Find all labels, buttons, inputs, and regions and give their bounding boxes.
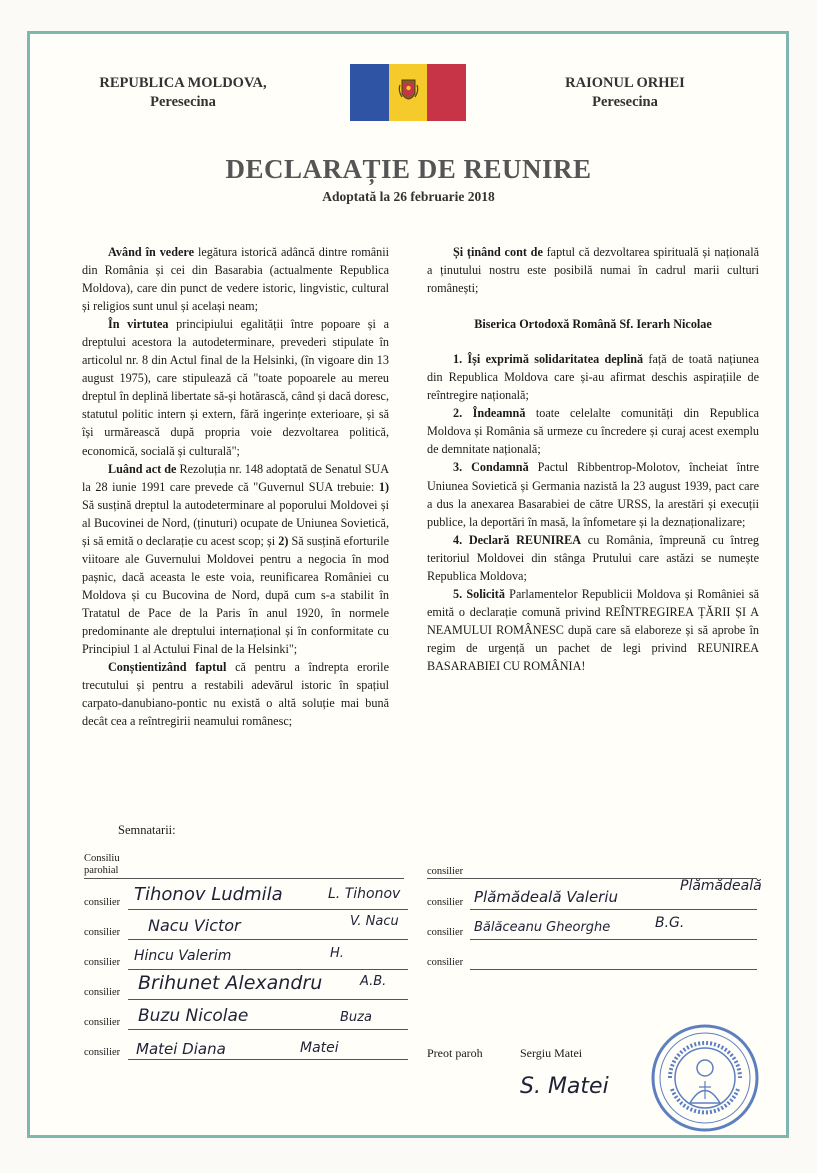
header-right xyxy=(540,74,710,112)
parish-seal-icon xyxy=(650,1023,760,1133)
resolution-item xyxy=(427,531,759,585)
signature-line xyxy=(128,969,408,970)
item-lead: 2. Îndeamnă xyxy=(453,406,526,421)
header-right-locality: Peresecina xyxy=(592,94,658,110)
priest-name: Sergiu Matei xyxy=(520,1046,583,1060)
handwritten-name: Tihonov Ludmila xyxy=(134,884,283,905)
signature-line xyxy=(470,939,757,940)
signature-mark: Matei xyxy=(300,1040,339,1056)
signature-mark: H. xyxy=(330,946,344,961)
flag-blue-stripe xyxy=(350,64,389,121)
row-role: consilier xyxy=(84,957,121,968)
paragraph xyxy=(82,460,389,659)
signature-mark: Buza xyxy=(340,1010,372,1025)
right-column xyxy=(427,243,759,675)
row-role: consilier xyxy=(84,1017,121,1028)
paragraph xyxy=(82,658,389,730)
signature-line xyxy=(84,878,404,879)
resolution-item xyxy=(427,458,759,530)
item-text: Pactul Ribbentrop-Molotov, încheiat între Uniunea Sovietică și Germania nazistă la 23 august 1939, pact care a dus la anexarea Basarabiei de către URSS, la arestări și execuții publice, la deportări în masă, la înfometare și la deznaționalizare; xyxy=(427,460,759,529)
council-label xyxy=(84,853,120,877)
paragraph-lead: Luând act de xyxy=(108,461,177,476)
signature-line xyxy=(128,1059,408,1060)
priest-label: Preot paroh xyxy=(427,1046,483,1060)
row-role: consilier xyxy=(427,957,464,968)
paragraph-lead: În virtutea xyxy=(108,317,169,332)
flag-yellow-stripe xyxy=(389,64,428,121)
header-left-locality: Peresecina xyxy=(150,94,216,110)
item-lead: 4. Declară REUNIREA xyxy=(453,532,582,547)
signature-mark: Plămădeală xyxy=(680,878,762,894)
row-role: consilier xyxy=(84,897,121,908)
paragraph xyxy=(82,243,389,315)
signature-line xyxy=(128,999,408,1000)
paragraph-text: faptul că dezvoltarea spirituală și națională a ținutului nostru este posibilă numai în cadrul marii culturi românești; xyxy=(427,245,759,296)
document-title: DECLARAȚIE DE REUNIRE xyxy=(225,154,592,184)
handwritten-name: Hincu Valerim xyxy=(134,948,232,964)
left-column xyxy=(82,243,389,730)
signature-mark: V. Nacu xyxy=(350,914,399,929)
paragraph-text: principiului egalității între popoare și a dreptului acestora la autodeterminare, prevederi stipulate în articolul nr. 8 din Actul final de la Helsinki, (în vigoare din 13 august 1975), care stipulează că "toate popoarele au mereu dreptul în deplină libertate să-și hotărască, când și dacă doresc, statutul politic intern și extern, fără ingerințe exterioare, și să își urmărească după propria voie dezvoltarea politică, economică, socială și culturală"; xyxy=(82,317,389,458)
paragraph-lead: Conștientizând faptul xyxy=(108,660,227,675)
item-text: toate celelalte comunități din Republica Moldova și România să urmeze cu încredere și curaj acest exemplu de demnitate națională; xyxy=(427,406,760,457)
resolution-item xyxy=(427,585,759,675)
signature-mark: A.B. xyxy=(360,974,387,989)
handwritten-name: Bălăceanu Gheorghe xyxy=(474,920,611,935)
signatories-label: Semnatarii: xyxy=(118,823,176,837)
paragraph-text: Să susțină eforturile viitoare ale Guvernului Moldovei pentru a negocia în mod pașnic, dacă aceasta le este voia, reunificarea României cu Moldova și cu Bucovina de Nord, după cum s-a stabilit în Tratatul de Pace de la Paris în anul 1920, în normele predominante ale dreptului internațional și în conformitate cu Principiul 1 al Actului Final de la Helsinki"; xyxy=(82,533,389,657)
row-role: consilier xyxy=(427,897,464,908)
handwritten-name: Plămădeală Valeriu xyxy=(474,888,619,906)
header-left xyxy=(88,74,278,112)
document-subtitle: Adoptată la 26 februarie 2018 xyxy=(322,189,495,204)
signature-mark: B.G. xyxy=(655,915,685,931)
item-lead: 3. Condamnă xyxy=(453,460,529,475)
item-text: față de toată națiunea din Republica Moldova care și-au afirmat deschis aspirațiile de reîntregire națională; xyxy=(427,352,760,403)
handwritten-name: Buzu Nicolae xyxy=(138,1006,249,1026)
paragraph xyxy=(82,315,389,459)
church-name: Biserica Ortodoxă Română Sf. Ierarh Nicolae xyxy=(474,317,712,332)
council-label-line1: Consiliu xyxy=(84,853,120,864)
signature-mark: L. Tihonov xyxy=(328,886,401,902)
handwritten-name: Brihunet Alexandru xyxy=(138,972,323,994)
handwritten-name: Matei Diana xyxy=(136,1040,226,1058)
paragraph-text: că pentru a îndrepta erorile trecutului și pentru a restabili adevărul istoric în spațiul carpato-danubiano-pontic nu există o altă soluție mai bună decât cea a reîntregirii neamului românesc; xyxy=(82,660,389,729)
coat-of-arms-icon xyxy=(398,77,419,107)
signature-line xyxy=(128,1029,408,1030)
header-right-district: RAIONUL ORHEI xyxy=(565,75,685,91)
item-number: 1) xyxy=(378,479,389,494)
signature-line xyxy=(470,969,757,970)
priest-signature: S. Matei xyxy=(520,1074,609,1099)
signature-line xyxy=(470,909,757,910)
paragraph-text: legătura istorică adâncă dintre românii din România și cei din Basarabia (actualmente Republica Moldova), care din punct de vedere istoric, lingvistic, cultural și religios sunt unul și același neam; xyxy=(82,245,390,314)
paragraph-lead: Având în vedere xyxy=(108,245,194,259)
row-role: consilier xyxy=(84,927,121,938)
resolution-item xyxy=(427,350,759,404)
council-label-line2: parohial xyxy=(84,865,119,876)
row-role: consilier xyxy=(427,927,464,938)
item-number: 2) xyxy=(278,533,289,548)
row-role: consilier xyxy=(84,1047,121,1058)
header-left-country: REPUBLICA MOLDOVA, xyxy=(99,75,267,91)
row-role: consilier xyxy=(84,987,121,998)
paragraph-lead: Și ținând cont de xyxy=(453,245,543,259)
signature-line xyxy=(128,939,408,940)
signature-line xyxy=(128,909,408,910)
paragraph xyxy=(427,243,759,297)
flag-red-stripe xyxy=(427,64,466,121)
moldova-flag xyxy=(350,64,466,121)
row-role: consilier xyxy=(427,866,464,877)
handwritten-name: Nacu Victor xyxy=(148,916,241,935)
item-text: Parlamentelor Republicii Moldova și României să emită o declarație comună privind REÎNTREGIREA ȚĂRII ȘI A NEAMULUI ROMÂNESC după care să elaboreze și să aprobe în regim de urgență un pachet de legi privind REUNIREA BASARABIEI CU ROMÂNIA! xyxy=(427,586,760,673)
item-lead: 1. Își exprimă solidaritatea deplină xyxy=(453,352,644,367)
paragraph-text: Să susțină dreptul la autodeterminare al poporului Moldovei și al Bucovinei de Nord, (ținuturi) ocupate de Uniunea Sovietică, și să emită o declarație cu acest scop; și xyxy=(82,497,389,548)
resolution-item xyxy=(427,404,759,458)
item-lead: 5. Solicită xyxy=(453,586,505,601)
paragraph-text: Rezoluția nr. 148 adoptată de Senatul SUA la 28 iunie 1991 care prevede că "Guvernul SUA trebuie: xyxy=(82,461,390,494)
item-text: cu România, împreună cu întreg teritoriul Moldovei din stânga Prutului care astăzi se numește Republica Moldova; xyxy=(427,532,759,583)
